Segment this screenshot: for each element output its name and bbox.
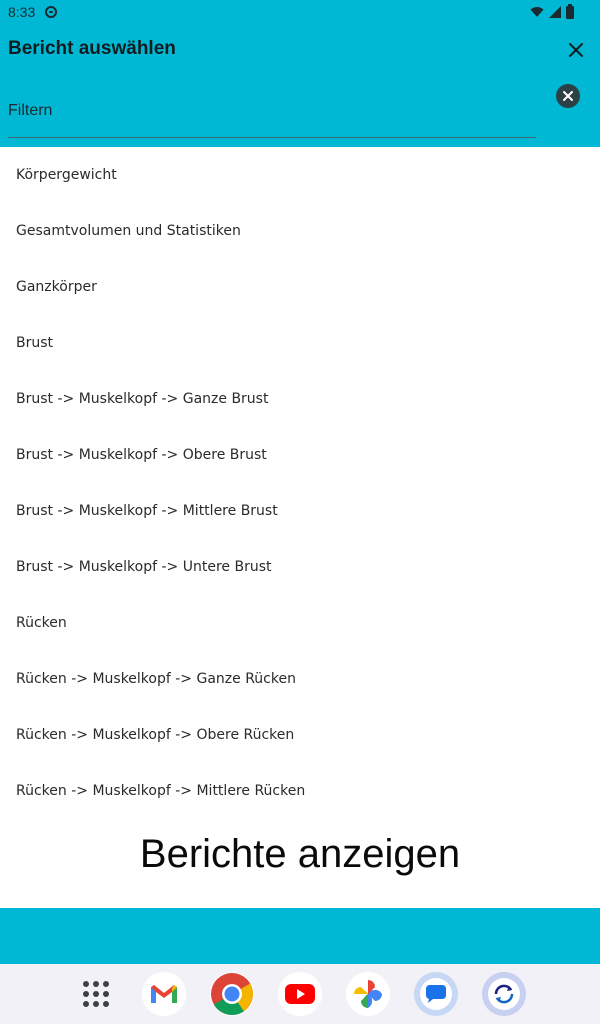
app-dock [0, 964, 600, 1024]
clear-icon [563, 91, 573, 101]
show-reports-button[interactable]: Berichte anzeigen [139, 831, 461, 876]
close-icon [569, 43, 583, 57]
chrome-icon[interactable] [210, 972, 254, 1016]
filter-field[interactable] [8, 86, 536, 138]
status-bar [0, 0, 600, 24]
report-item-ruecken-ganze[interactable]: Rücken -> Muskelkopf -> Ganze Rücken [16, 671, 296, 687]
apps-grid-icon[interactable] [74, 972, 118, 1016]
gmail-icon[interactable] [142, 972, 186, 1016]
report-item-ganzkoerper[interactable]: Ganzkörper [16, 279, 97, 295]
app-notification-icon [45, 6, 57, 18]
clear-filter-button[interactable] [556, 84, 580, 108]
report-item-brust[interactable]: Brust [16, 335, 54, 351]
bottom-bar [0, 908, 600, 964]
report-list [0, 147, 600, 819]
report-item-ruecken-obere[interactable]: Rücken -> Muskelkopf -> Obere Rücken [16, 727, 295, 743]
report-item-koerpergewicht[interactable]: Körpergewicht [16, 167, 117, 183]
report-item-brust-obere[interactable]: Brust -> Muskelkopf -> Obere Brust [16, 447, 267, 463]
report-item-brust-ganze[interactable]: Brust -> Muskelkopf -> Ganze Brust [16, 391, 269, 407]
close-button[interactable] [562, 36, 590, 64]
report-item-ruecken[interactable]: Rücken [16, 615, 67, 631]
report-item-gesamtvolumen[interactable]: Gesamtvolumen und Statistiken [16, 223, 241, 239]
sync-app-icon[interactable] [482, 972, 526, 1016]
report-item-ruecken-mittlere[interactable]: Rücken -> Muskelkopf -> Mittlere Rücken [16, 783, 306, 799]
messages-icon[interactable] [414, 972, 458, 1016]
dialog-title: Bericht auswählen [8, 38, 176, 59]
status-icons [530, 6, 574, 19]
status-time: 8:33 [8, 4, 36, 20]
youtube-icon[interactable] [278, 972, 322, 1016]
report-item-brust-untere[interactable]: Brust -> Muskelkopf -> Untere Brust [16, 559, 272, 575]
report-item-brust-mittlere[interactable]: Brust -> Muskelkopf -> Mittlere Brust [16, 503, 278, 519]
signal-icon [549, 6, 561, 18]
filter-input[interactable] [8, 98, 528, 124]
battery-icon [566, 6, 574, 19]
wifi-icon [530, 6, 544, 18]
photos-icon[interactable] [346, 972, 390, 1016]
dialog-header [0, 24, 600, 147]
